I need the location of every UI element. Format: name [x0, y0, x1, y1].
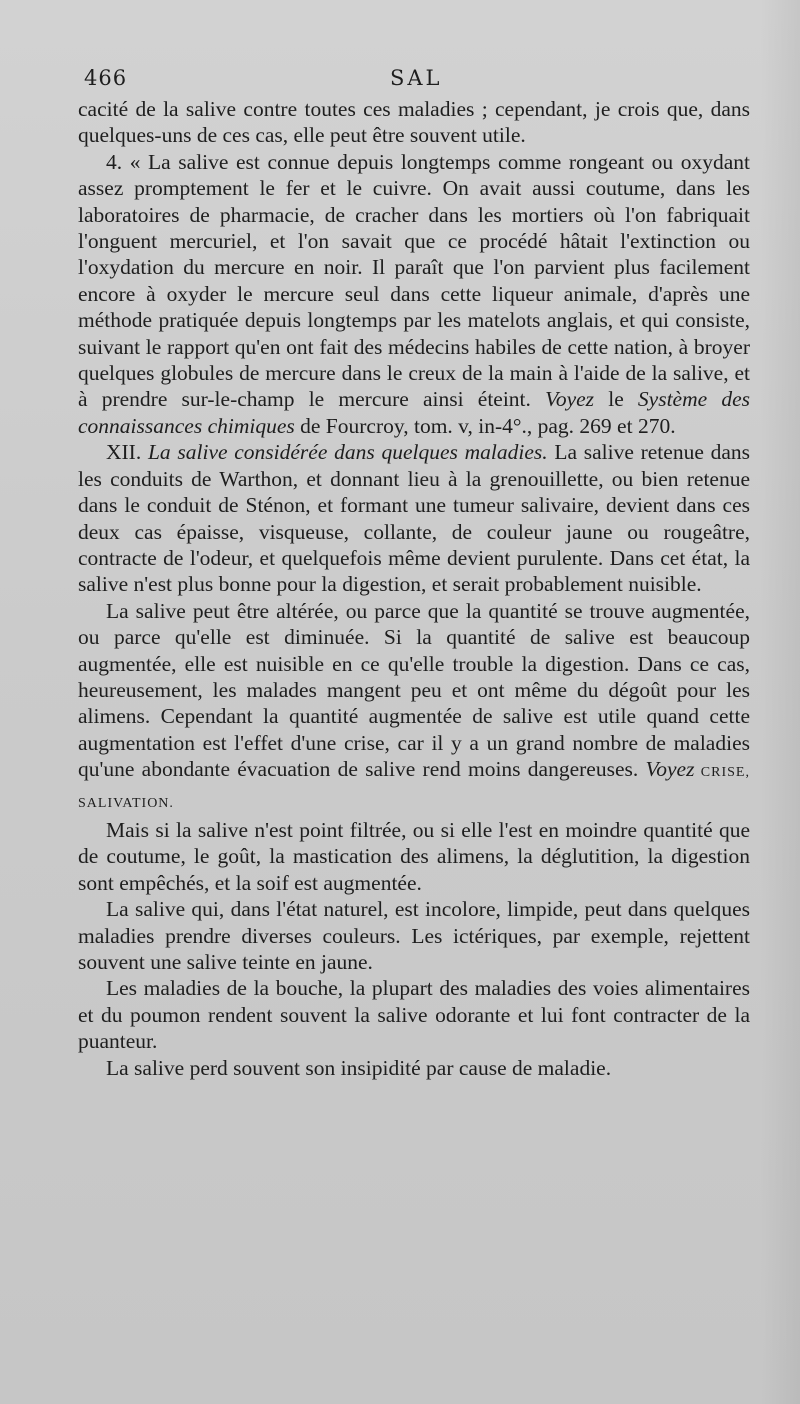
cited-work-title: Système des connaissances chimiques	[78, 387, 751, 438]
running-title: SAL	[390, 66, 443, 90]
paragraph-continuation: cacité de la salive contre toutes ces maladies ; cependant, je crois que, dans quelques-uns de ces cas, elle peut être souvent utile.	[78, 97, 750, 148]
body-text	[78, 96, 750, 1081]
paragraph-diminished: Mais si la salive n'est point filtrée, ou si elle l'est en moindre quantité que de coutume, le goût, la mastication des alimens, la déglutition, la digestion sont empêchés, et la soif est augmentée.	[78, 817, 750, 895]
paragraph-colours: La salive qui, dans l'état naturel, est incolore, limpide, peut dans quelques maladies prendre diverses couleurs. Les ictériques, par exemple, rejettent souvent une salive teinte en jaune.	[78, 897, 750, 974]
paragraph-odour: Les maladies de la bouche, la plupart des maladies des voies alimentaires et du poumon rendent souvent la salive odorante et lui font contracter de la puanteur.	[78, 976, 750, 1054]
section-heading: La salive considérée dans quelques maladies.	[147, 440, 548, 465]
paragraph-alteration: La salive peut être altérée, ou parce que la quantité se trouve augmentée, ou parce qu'elle est diminuée. Si la quantité de salive est beaucoup augmentée, elle est nuisible en ce qu'elle trouble la digestion. Dans ce cas, heureusement, les malades mangent peu et ont même du dégoût pour les alimens. Cependant la quantité augmentée de salive est utile quand cette augmentation est l'effet d'une crise, car il y a un grand nombre de maladies qu'une abondante évacuation de salive rend moins dangereuses. Voyez CRISE, SALIVATION.	[78, 598, 750, 811]
paragraph-section-xii: XII. La salive considérée dans quelques maladies. La salive retenue dans les conduits de Warthon, et donnant lieu à la grenouillette, ou bien retenue dans le conduit de Sténon, et formant une tumeur salivaire, devient dans ces deux cas épaisse, visqueuse, collante, de couleur jaune ou rougeâtre, contracte de l'odeur, et quelquefois même devient purulente. Dans cet état, la salive n'est plus bonne pour la digestion, et serait probablement nuisible.	[78, 440, 750, 597]
section-number: XII.	[106, 440, 148, 465]
paragraph-insipidity: La salive perd souvent son insipidité par cause de maladie.	[106, 1055, 612, 1080]
page-edge-shadow	[760, 0, 800, 1404]
running-head	[78, 62, 750, 96]
voyez-reference: Voyez	[645, 757, 695, 782]
paragraph-4: 4. « La salive est connue depuis longtemps comme rongeant ou oxydant assez promptement le fer et le cuivre. On avait aussi coutume, dans les laboratoires de pharmacie, de cracher dans les mortiers où l'on fabriquait l'onguent mercuriel, et l'on savait que ce procédé hâtait l'extinction ou l'oxydation du mercure en noir. Il paraît que l'on parvient plus facilement encore à oxyder le mercure seul dans cette liqueur animale, d'après une méthode pratiquée depuis longtemps par les matelots anglais, et qui consiste, suivant le rapport qu'en ont fait des médecins habiles de cette nation, à broyer quelques globules de mercure dans le creux de la main à l'aide de la salive, et à prendre sur-le-champ le mercure ainsi éteint. Voyez le Système des connaissances chimiques de Fourcroy, tom. v, in-4°., pag. 269 et 270.	[78, 149, 751, 438]
page-number: 466	[84, 66, 128, 90]
voyez-reference: Voyez	[545, 387, 595, 412]
cross-references: CRISE, SALIVATION.	[78, 765, 750, 811]
